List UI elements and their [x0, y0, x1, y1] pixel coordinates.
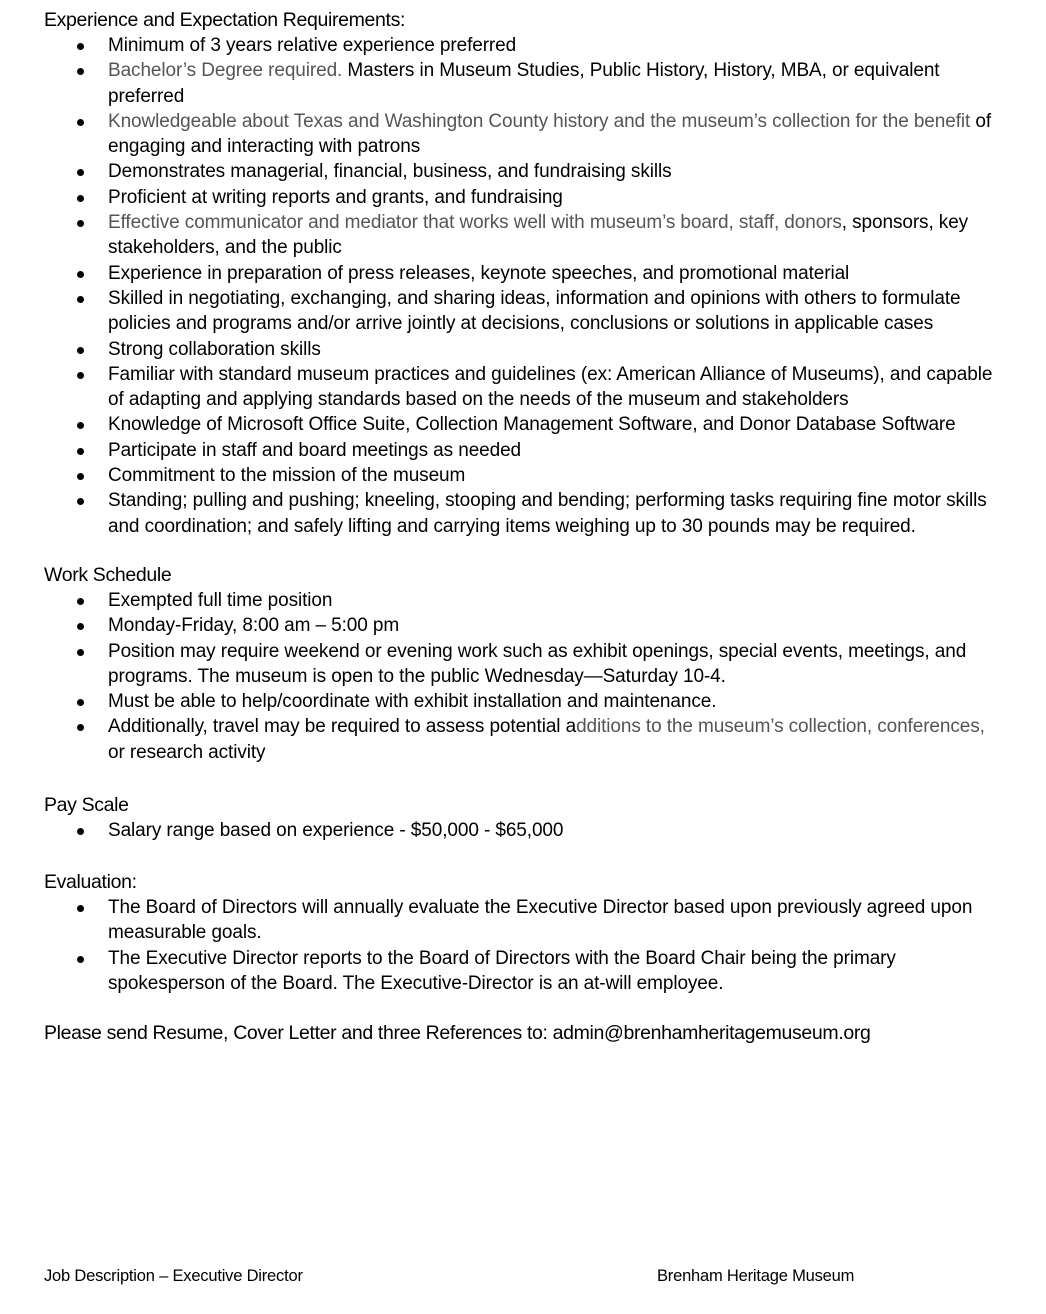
list-item [44, 438, 1004, 463]
list-item [44, 185, 1004, 210]
evaluation-heading: Evaluation: [44, 871, 137, 893]
bullet-icon [77, 271, 84, 278]
experience-section [44, 8, 1004, 539]
list-item [44, 337, 1004, 362]
list-item [44, 613, 1004, 638]
list-item-text: Skilled in negotiating, exchanging, and sharing ideas, information and opinions with others to formulate policies and programs and/or arrive jointly at decisions, conclusions or solutions in applicable cases [108, 287, 961, 335]
list-item-text: Commitment to the mission of the museum [108, 465, 466, 487]
list-item [44, 261, 1004, 286]
list-item-text: Masters in Museum Studies, Public History, History, MBA, or equivalent preferred [108, 60, 940, 107]
list-item-text: Monday-Friday, 8:00 am – 5:00 pm [108, 615, 400, 637]
bullet-icon [77, 422, 84, 429]
list-item-text: Knowledgeable about Texas and Washington County history and the museum’s collection for the benefit [108, 110, 971, 132]
list-item-text: Position may require weekend or evening work such as exhibit openings, special events, meetings, and programs. The museum is open to the public Wednesday—Saturday 10-4. [108, 640, 967, 687]
list-item-text: Must be able to help/coordinate with exhibit installation and maintenance. [108, 691, 717, 713]
list-item [44, 362, 1004, 413]
list-item-text: Familiar with standard museum practices and guidelines (ex: American Alliance of Museums), and capable of adapting and applying standards based on the needs of the museum and stakeholders [108, 363, 993, 411]
list-item [44, 946, 1004, 997]
list-item-text: Proficient at writing reports and grants, and fundraising [108, 186, 563, 208]
bullet-icon [77, 956, 84, 963]
bullet-icon [77, 905, 84, 912]
experience-list [44, 33, 1004, 539]
bullet-icon [77, 347, 84, 354]
list-item [44, 488, 1004, 539]
list-item-text: of engaging and interacting with patrons [108, 110, 992, 158]
list-item-text: or research activity [108, 741, 266, 763]
footer-job-title: Job Description – Executive Director [44, 1267, 303, 1285]
list-item-text: Bachelor’s Degree required. [108, 60, 343, 82]
schedule-heading: Work Schedule [44, 564, 172, 586]
list-item-text: Effective communicator and mediator that works well with museum’s board, staff, donors [108, 212, 842, 234]
bullet-icon [77, 119, 84, 126]
list-item-text: Strong collaboration skills [108, 338, 321, 360]
list-item [44, 818, 1004, 843]
list-item-text: Exempted full time position [108, 590, 333, 611]
list-item [44, 33, 1004, 58]
bullet-icon [77, 296, 84, 303]
bullet-icon [77, 448, 84, 455]
list-item [44, 159, 1004, 184]
evaluation-list [44, 895, 1004, 996]
bullet-icon [77, 220, 84, 227]
list-item-text: , sponsors, key stakeholders, and the public [108, 212, 969, 259]
pay-heading: Pay Scale [44, 794, 129, 816]
list-item [44, 58, 1004, 109]
bullet-icon [77, 699, 84, 706]
schedule-section [44, 563, 1004, 765]
schedule-list [44, 588, 1004, 765]
apply-instructions: Please send Resume, Cover Letter and three References to: admin@brenhamheritagemuseum.org [44, 1022, 871, 1044]
list-item [44, 463, 1004, 488]
bullet-icon [77, 372, 84, 379]
bullet-icon [77, 498, 84, 505]
list-item-text: Knowledge of Microsoft Office Suite, Collection Management Software, and Donor Database Software [108, 414, 956, 436]
list-item-text: Demonstrates managerial, financial, business, and fundraising skills [108, 161, 672, 183]
list-item-text: Experience in preparation of press releases, keynote speeches, and promotional material [108, 262, 850, 284]
list-item-text: The Executive Director reports to the Board of Directors with the Board Chair being the primary spokesperson of the Board. The Executive-Director is an at-will employee. [108, 947, 896, 994]
pay-list [44, 818, 1004, 843]
list-item [44, 109, 1004, 160]
list-item-text: Standing; pulling and pushing; kneeling, stooping and bending; performing tasks requiring fine motor skills and coordination; and safely lifting and carrying items weighing up to 30 pounds may be required. [108, 490, 987, 537]
experience-heading: Experience and Expectation Requirements: [44, 9, 406, 31]
bullet-icon [77, 473, 84, 480]
bullet-icon [77, 649, 84, 656]
list-item-text: The Board of Directors will annually evaluate the Executive Director based upon previously agreed upon measurable goals. [108, 897, 973, 944]
list-item-text: Participate in staff and board meetings as needed [108, 439, 522, 461]
list-item-text: Salary range based on experience - $50,000 - $65,000 [108, 820, 564, 841]
list-item-text: Minimum of 3 years relative experience preferred [108, 35, 517, 56]
evaluation-section [44, 870, 1004, 996]
bullet-icon [77, 169, 84, 176]
list-item [44, 714, 1004, 765]
bullet-icon [77, 623, 84, 630]
list-item [44, 639, 1004, 690]
list-item [44, 210, 1004, 261]
bullet-icon [77, 828, 84, 835]
list-item [44, 588, 1004, 613]
bullet-icon [77, 68, 84, 75]
list-item [44, 689, 1004, 714]
pay-section [44, 793, 1004, 843]
bullet-icon [77, 724, 84, 731]
bullet-icon [77, 43, 84, 50]
list-item-text: dditions to the museum’s collection, conferences, [576, 716, 985, 738]
bullet-icon [77, 195, 84, 202]
list-item [44, 286, 1004, 337]
footer-organization: Brenham Heritage Museum [657, 1267, 855, 1285]
list-item-text: Additionally, travel may be required to assess potential a [108, 716, 577, 738]
list-item [44, 895, 1004, 946]
list-item [44, 412, 1004, 437]
bullet-icon [77, 598, 84, 605]
